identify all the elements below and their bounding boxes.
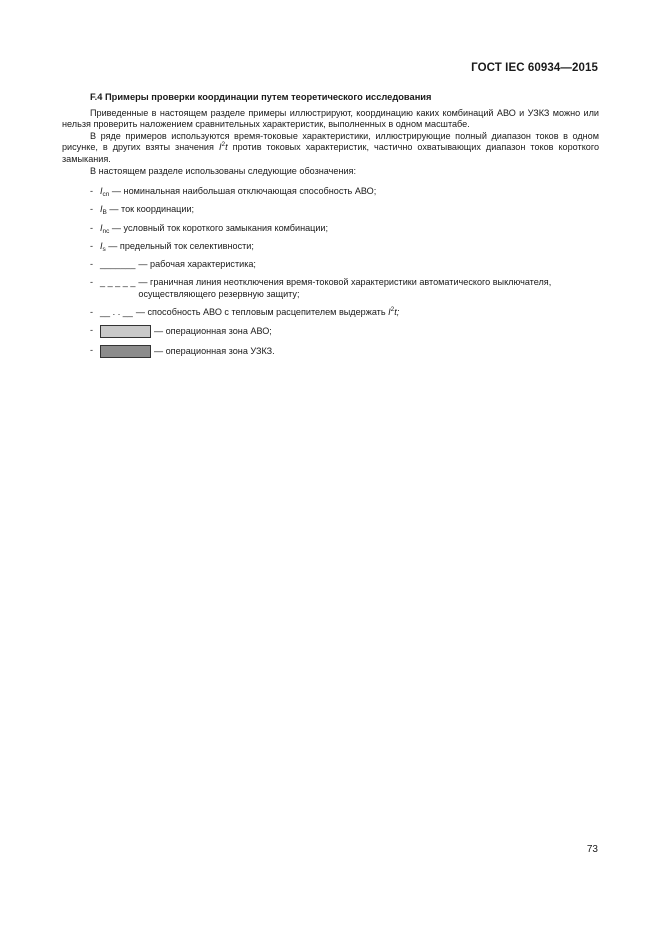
paragraph-notation: В настоящем разделе использованы следующие обозначения:	[90, 165, 357, 176]
i2t-symbol: $I^2t$	[218, 141, 228, 153]
section-content	[62, 92, 599, 364]
dashed-line-symbol: _ _ _ _ _	[100, 277, 136, 288]
page-number: 73	[586, 844, 598, 855]
legend-item-dash-dot-line: - __ . . __ — способность АВО с тепловым расцепителем выдержать $I^2t$;	[90, 305, 400, 317]
legend-item-ib: - $I_B$ — ток координации;	[90, 204, 195, 217]
legend-item-icn: - $I_{cn}$ — номинальная наибольшая отключающая способность АВО;	[90, 186, 377, 199]
paragraph-examples-part1: В ряде примеров используются время-токовые характеристики, иллюстрирующие полный диапазон токов в одном рисунке, в других взяты значения	[62, 130, 599, 153]
paragraph-intro: Приведенные в настоящем разделе примеры иллюстрируют, координацию каких комбинаций АВО и УЗКЗ можно или нельзя проверить наложением сравнительных характеристик, выполненных в одном масштабе.	[62, 107, 599, 130]
solid-line-symbol: _______	[100, 258, 136, 269]
dash-dot-line-symbol: __ . . __	[100, 306, 133, 317]
legend-item-solid-line: - _______ — рабочая характеристика;	[90, 258, 256, 269]
legend-item-inc: - $I_{nc}$ — условный ток короткого замыкания комбинации;	[90, 222, 329, 235]
paragraph-examples-part2: против токовых характеристик, частично охватывающих диапазон токов короткого замыкания.	[62, 142, 600, 164]
legend-item-uzkz-zone: - — операционная зона УЗКЗ.	[90, 345, 599, 358]
section-title: F.4 Примеры проверки координации путем теоретического исследования	[90, 92, 432, 102]
legend-item-avo-zone: - — операционная зона АВО;	[90, 325, 599, 338]
legend-item-is: - $I_s$ — предельный ток селективности;	[90, 240, 254, 253]
standard-code: ГОСТ IEC 60934—2015	[471, 62, 598, 74]
avo-zone-swatch	[100, 325, 151, 338]
paragraph-examples	[62, 131, 599, 166]
legend-list	[90, 186, 599, 358]
uzkz-zone-swatch	[100, 345, 151, 358]
legend-item-dashed-line: - _ _ _ _ _ — граничная линия неотключения время-токовой характеристики автоматического выключателя, осуществляющего резервную защиту;	[90, 277, 552, 299]
